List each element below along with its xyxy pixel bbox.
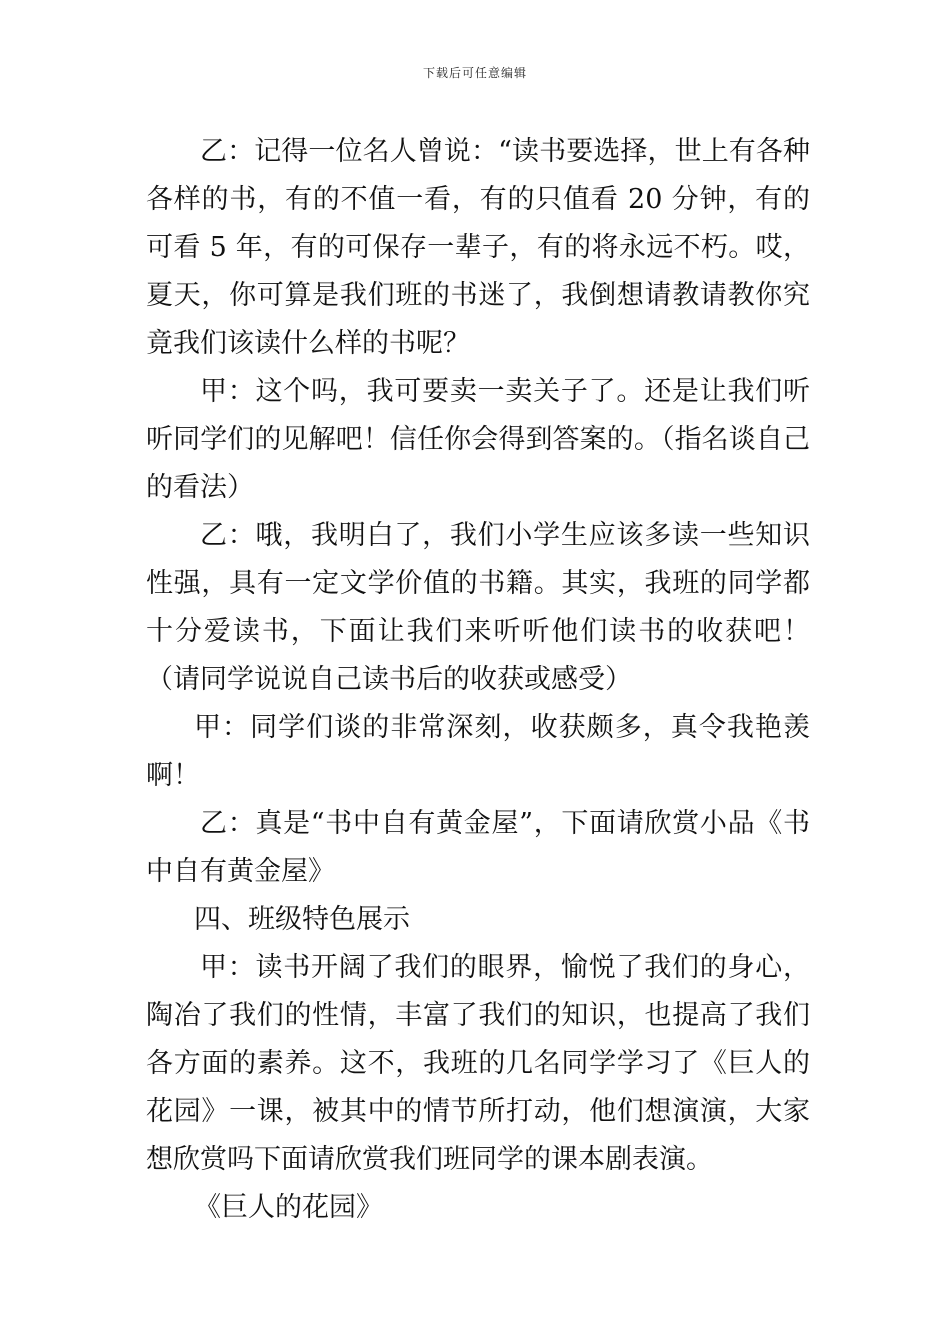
paragraph-jia-reading: 甲：读书开阔了我们的眼界，愉悦了我们的身心，陶冶了我们的性情，丰富了我们的知识，也提高了我们各方面的素养。这不，我班的几名同学学习了《巨人的花园》一课，被其中的情节所打动，他们想演演，大家想欣赏吗下面请欣赏我们班同学的课本剧表演。 bbox=[146, 952, 810, 1175]
paragraph-yi-quote: 乙：记得一位名人曾说：“读书要选择，世上有各种各样的书，有的不值一看，有的只值看 20 分钟，有的可看 5 年，有的可保存一辈子，有的将永远不朽。哎，夏天，你可算是我们班的书迷了，我倒想请教请教你究竟我们该读什么样的书呢？ bbox=[146, 136, 810, 359]
paragraph-yi-understand: 乙：哦，我明白了，我们小学生应该多读一些知识性强，具有一定文学价值的书籍。其实，我班的同学都十分爱读书，下面让我们来听听他们读书的收获吧！（请同学说说自己读书后的收获或感受） bbox=[146, 520, 810, 695]
paragraph-jia-comment: 甲：同学们谈的非常深刻，收获颇多，真令我艳羡啊！ bbox=[146, 712, 810, 791]
page-header: 下载后可任意编辑 bbox=[422, 66, 527, 80]
paragraph-jia-answer: 甲：这个吗，我可要卖一卖关子了。还是让我们听听同学们的见解吧！信任你会得到答案的。（指名谈自己的看法） bbox=[146, 376, 810, 503]
play-title: 《巨人的花园》 bbox=[194, 1192, 383, 1223]
document-body bbox=[146, 128, 810, 1232]
paragraph-yi-skit: 乙：真是“书中自有黄金屋”，下面请欣赏小品《书中自有黄金屋》 bbox=[146, 808, 810, 887]
section-heading-class-feature: 四、班级特色展示 bbox=[194, 904, 410, 935]
